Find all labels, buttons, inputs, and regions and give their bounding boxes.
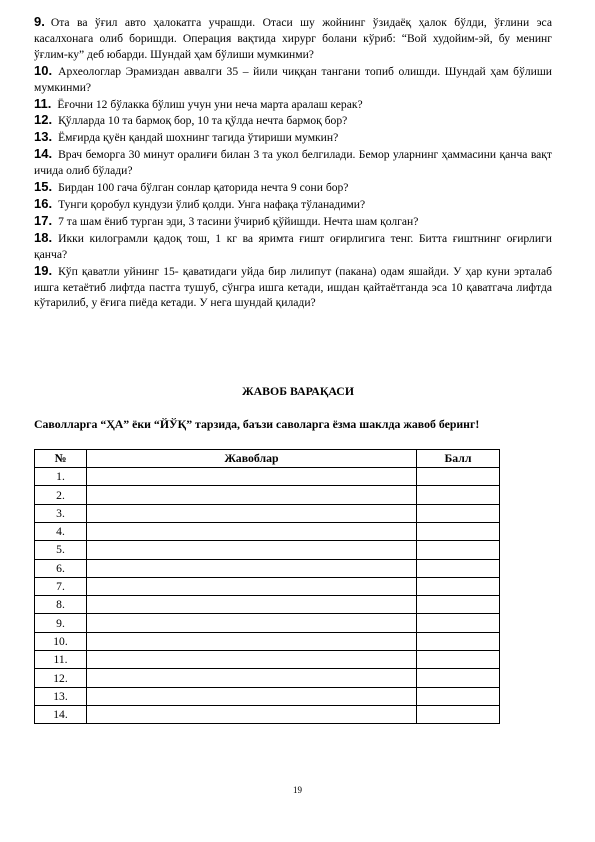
question-item bbox=[34, 129, 552, 146]
header-score: Балл bbox=[417, 449, 500, 467]
questions-list bbox=[34, 14, 552, 311]
row-number: 3. bbox=[35, 504, 87, 522]
question-text: Кўп қаватли уйнинг 15- қаватидаги уйда бир лилипут (пакана) одам яшайди. У ҳар куни эрталаб ишга кетаётиб лифтда пастга тушуб, сўнгра ишга кетади, ишдан қайтаётганда эса 10 қаватгача лифтда кўтарилиб, у ёғига пиёда кетади. У нега шундай қилади? bbox=[34, 264, 552, 310]
page bbox=[34, 14, 552, 724]
row-number: 7. bbox=[35, 577, 87, 595]
table-row bbox=[35, 651, 500, 669]
answer-cell[interactable] bbox=[87, 559, 417, 577]
question-text: Бирдан 100 гача бўлган сонлар қаторида нечта 9 сони бор? bbox=[58, 181, 349, 195]
question-text: 7 та шам ёниб турган эди, 3 тасини ўчириб қўйишди. Нечта шам қолган? bbox=[58, 214, 419, 228]
score-cell[interactable] bbox=[417, 523, 500, 541]
answer-sheet-title: ЖАВОБ ВАРАҚАСИ bbox=[241, 384, 355, 399]
question-text: Ёмғирда қуён қандай шохнинг тагида ўтириши мумкин? bbox=[58, 131, 339, 145]
question-number: 10. bbox=[34, 62, 53, 78]
question-number: 14. bbox=[34, 146, 53, 162]
row-number: 11. bbox=[35, 651, 87, 669]
row-number: 2. bbox=[35, 486, 87, 504]
table-row bbox=[35, 523, 500, 541]
answer-cell[interactable] bbox=[87, 596, 417, 614]
table-row bbox=[35, 486, 500, 504]
answer-cell[interactable] bbox=[87, 632, 417, 650]
question-number: 11. bbox=[34, 95, 52, 111]
question-text: Археологлар Эрамиздан аввалги 35 – йили чиққан тангани топиб олишди. Шундай ҳам бўлиши мумкинми? bbox=[34, 64, 552, 94]
question-text: Икки килограмли қадоқ тош, 1 кг ва яримта ғишт оғирлигига тенг. Битта ғиштнинг оғирлиги қанча? bbox=[34, 231, 552, 261]
question-text: Ота ва ўғил авто ҳалокатга учрашди. Отаси шу жойнинг ўзидаёқ ҳалок бўлди, ўғлини эса касалхонага олиб боришди. Операция вақтида хирург болани кўриб: “Вой худойим-эй, бу менинг ўғлим-ку” деб юбарди. Шундай ҳам бўлиши мумкинми? bbox=[34, 16, 552, 61]
question-text: Ёғочни 12 бўлакка бўлиш учун уни неча марта аралаш керак? bbox=[57, 97, 363, 111]
question-text: Врач беморга 30 минут оралиғи билан 3 та укол белгилади. Бемор уларнинг ҳаммасини қанча вақт ичида олиб бўлади? bbox=[34, 148, 552, 178]
row-number: 4. bbox=[35, 523, 87, 541]
table-row bbox=[35, 541, 500, 559]
answer-cell[interactable] bbox=[87, 541, 417, 559]
row-number: 6. bbox=[35, 559, 87, 577]
score-cell[interactable] bbox=[417, 577, 500, 595]
score-cell[interactable] bbox=[417, 687, 500, 705]
question-item bbox=[34, 213, 552, 230]
page-number: 19 bbox=[293, 785, 302, 795]
table-row bbox=[35, 504, 500, 522]
question-item bbox=[34, 96, 552, 113]
question-number: 13. bbox=[34, 129, 53, 145]
answer-instruction: Саволларга “ҲА” ёки “ЙЎҚ” тарзида, баъзи саволарга ёзма шаклда жавоб беринг! bbox=[34, 417, 480, 432]
question-item bbox=[34, 14, 552, 63]
row-number: 1. bbox=[35, 468, 87, 486]
score-cell[interactable] bbox=[417, 632, 500, 650]
question-text: Тунги қоробул кундузи ўлиб қолди. Унга нафақа тўланадими? bbox=[58, 197, 366, 211]
question-number: 17. bbox=[34, 212, 53, 228]
question-number: 19. bbox=[34, 262, 53, 278]
header-answers: Жавоблар bbox=[87, 449, 417, 467]
answer-cell[interactable] bbox=[87, 705, 417, 723]
table-row bbox=[35, 687, 500, 705]
row-number: 5. bbox=[35, 541, 87, 559]
row-number: 14. bbox=[35, 705, 87, 723]
question-item bbox=[34, 146, 552, 179]
score-cell[interactable] bbox=[417, 705, 500, 723]
score-cell[interactable] bbox=[417, 651, 500, 669]
question-number: 16. bbox=[34, 195, 53, 211]
score-cell[interactable] bbox=[417, 486, 500, 504]
row-number: 8. bbox=[35, 596, 87, 614]
table-row bbox=[35, 468, 500, 486]
table-row bbox=[35, 614, 500, 632]
row-number: 9. bbox=[35, 614, 87, 632]
score-cell[interactable] bbox=[417, 541, 500, 559]
table-row bbox=[35, 669, 500, 687]
question-item bbox=[34, 63, 552, 96]
answer-cell[interactable] bbox=[87, 669, 417, 687]
table-row bbox=[35, 705, 500, 723]
answer-cell[interactable] bbox=[87, 651, 417, 669]
question-item bbox=[34, 263, 552, 312]
answer-cell[interactable] bbox=[87, 468, 417, 486]
answer-cell[interactable] bbox=[87, 577, 417, 595]
score-cell[interactable] bbox=[417, 669, 500, 687]
answer-table bbox=[34, 449, 500, 724]
table-row bbox=[35, 577, 500, 595]
question-text: Қўлларда 10 та бармоқ бор, 10 та қўлда нечта бармоқ бор? bbox=[58, 114, 348, 128]
score-cell[interactable] bbox=[417, 504, 500, 522]
question-item bbox=[34, 230, 552, 263]
answer-cell[interactable] bbox=[87, 486, 417, 504]
question-item bbox=[34, 112, 552, 129]
table-row bbox=[35, 632, 500, 650]
question-number: 15. bbox=[34, 179, 53, 195]
score-cell[interactable] bbox=[417, 596, 500, 614]
answer-table-header bbox=[35, 449, 500, 467]
question-item bbox=[34, 196, 552, 213]
row-number: 12. bbox=[35, 669, 87, 687]
score-cell[interactable] bbox=[417, 468, 500, 486]
header-number: № bbox=[35, 449, 87, 467]
answer-cell[interactable] bbox=[87, 687, 417, 705]
question-number: 18. bbox=[34, 229, 53, 245]
answer-cell[interactable] bbox=[87, 504, 417, 522]
answer-cell[interactable] bbox=[87, 614, 417, 632]
answer-cell[interactable] bbox=[87, 523, 417, 541]
question-number: 12. bbox=[34, 112, 53, 128]
question-item bbox=[34, 179, 552, 196]
score-cell[interactable] bbox=[417, 559, 500, 577]
row-number: 10. bbox=[35, 632, 87, 650]
question-number: 9. bbox=[34, 14, 45, 29]
row-number: 13. bbox=[35, 687, 87, 705]
table-row bbox=[35, 559, 500, 577]
table-row bbox=[35, 596, 500, 614]
score-cell[interactable] bbox=[417, 614, 500, 632]
